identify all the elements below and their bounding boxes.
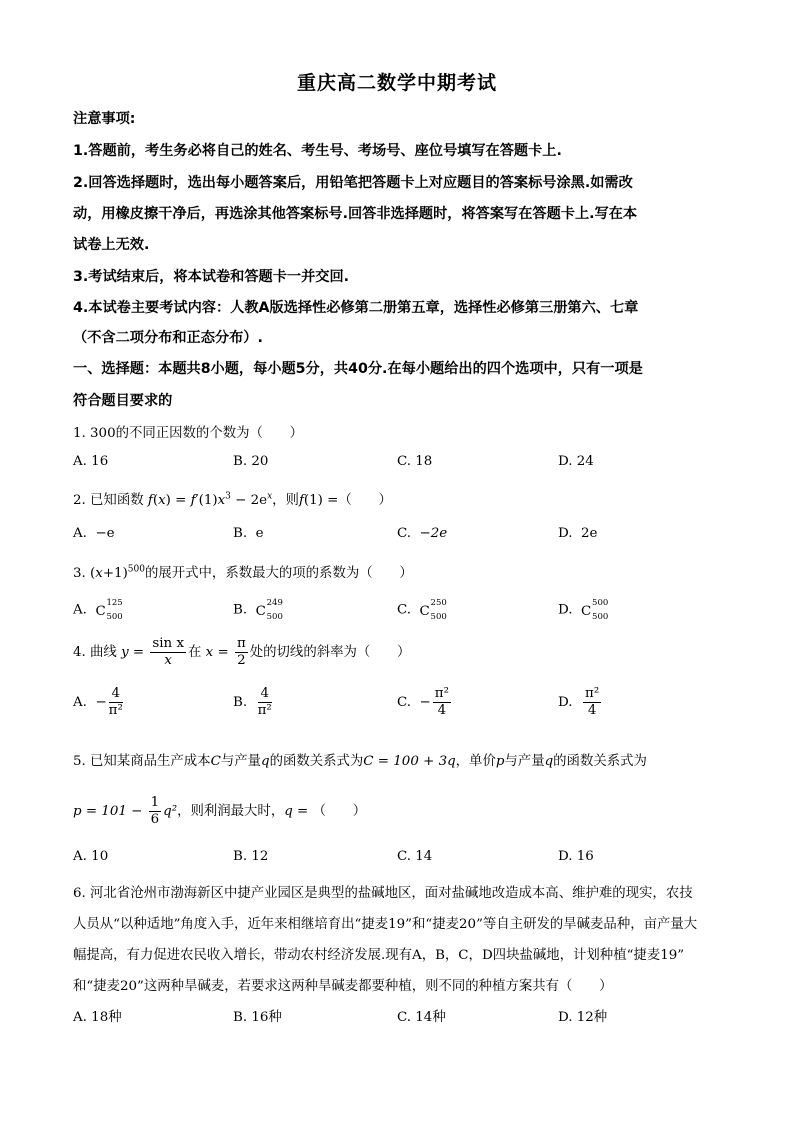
note-3: 3.考试结束后，将本试卷和答题卡一并交回.: [73, 269, 350, 285]
note-2b: 动，用橡皮擦干净后，再选涂其他答案标号.回答非选择题时，将答案写在答题卡上.写在本: [73, 206, 638, 222]
q1-option-d: D. 24: [558, 454, 594, 469]
q6-stem-line2: 人员从“以种适地”角度入手，近年来相继培育出“捷麦19”和“捷麦20”等自主研发的旱碱麦品种，亩产量大: [73, 917, 698, 932]
q2-option-c: C. −2e: [397, 526, 448, 541]
q1-option-c: C. 18: [397, 454, 433, 469]
q2-option-b: B. e: [233, 526, 264, 541]
q6-stem-line3: 幅提高，有力促进农民收入增长，带动农村经济发展.现有A，B，C，D四块盐碱地，计划种植“捷麦19”: [73, 948, 685, 963]
q6-option-b: B. 16种: [233, 1010, 282, 1025]
note-2a: 2.回答选择题时，选出每小题答案后，用铅笔把答题卡上对应题目的答案标号涂黑.如需改: [73, 175, 633, 191]
q6-option-d: D. 12种: [558, 1010, 608, 1025]
q3-option-a: A. C 125 500: [73, 598, 123, 622]
notes-heading: 注意事项:: [73, 111, 136, 127]
q4-option-b: B. $\frac{4}{\text{π²}}$: [233, 686, 272, 718]
q2-label: 2. 已知函数: [73, 493, 144, 508]
q4-option-d: D. $\frac{\text{π²}}{4}$: [558, 686, 600, 718]
note-2c: 试卷上无效.: [73, 237, 150, 253]
section-1-heading-a: 一、选择题：本题共8小题，每小题5分，共40分.在每小题给出的四个选项中，只有一项是: [73, 361, 643, 377]
section-1-heading-b: 符合题目要求的: [73, 393, 173, 409]
q5-option-b: B. 12: [233, 849, 269, 864]
q5-option-d: D. 16: [558, 849, 594, 864]
q6-stem-line4: 和“捷麦20”这两种旱碱麦，若要求这两种旱碱麦都要种植，则不同的种植方案共有（ ）: [73, 979, 613, 994]
q3-option-d: D. C 500 500: [558, 598, 609, 622]
q3-option-c: C. C 250 500: [397, 598, 447, 622]
q5-stem-line2: p = 101 − $\frac{1}{6}$ q²，则利润最大时，q = （ ）: [73, 795, 367, 827]
q1-option-b: B. 20: [233, 454, 269, 469]
q1-option-a: A. 16: [73, 454, 109, 469]
q3-stem: 3. $(x+1)^{500}$的展开式中，系数最大的项的系数为（ ）: [73, 564, 413, 581]
q4-point-fraction: $\frac{\pi}{2}$: [236, 636, 246, 668]
q2-stem: 2. 已知函数 $f(x) = f'(1)x^3 - 2e^x$，则f(1) =（ ）: [73, 491, 392, 508]
page-title: 重庆高二数学中期考试: [296, 72, 497, 94]
q2-option-d: D. 2e: [558, 526, 598, 541]
q1-stem: 1. 300的不同正因数的个数为（ ）: [73, 426, 304, 441]
q2-function-formula: f: [147, 493, 153, 508]
q4-option-c: C. − $\frac{\text{π²}}{4}$: [397, 686, 449, 718]
q6-option-a: A. 18种: [73, 1010, 122, 1025]
q2-cond: ，则: [272, 493, 299, 508]
q2-tail: （ ）: [338, 493, 392, 508]
note-4b: （不含二项分布和正态分布）.: [73, 330, 263, 346]
q5-stem-line1: 5. 已知某商品生产成本C与产量q的函数关系式为C = 100 + 3q，单价p与产量q的函数关系式为: [73, 754, 647, 769]
q6-stem-line1: 6. 河北省沧州市渤海新区中捷产业园区是典型的盐碱地区，面对盐碱地改造成本高、维护难的现实，农技: [73, 886, 693, 901]
note-4a: 4.本试卷主要考试内容：人教A版选择性必修第二册第五章，选择性必修第三册第六、七章: [73, 300, 639, 316]
note-1: 1.答题前，考生务必将自己的姓名、考生号、考场号、座位号填写在答题卡上.: [73, 143, 562, 159]
q5-option-a: A. 10: [73, 849, 109, 864]
q5-option-c: C. 14: [397, 849, 433, 864]
q2-option-a: A. −e: [73, 526, 115, 541]
q4-stem: 4. 曲线 y = $\frac{\text{sin x}}{x}$ 在 x = $\frac{\pi}{2}$ 处的切线的斜率为（ ）: [73, 636, 411, 668]
q3-option-b: B. C 249 500: [233, 598, 283, 622]
q4-option-a: A. − $\frac{4}{\text{π²}}$: [73, 686, 123, 718]
q6-option-c: C. 14种: [397, 1010, 446, 1025]
q4-fraction: $\frac{\text{sin x}}{x}$: [152, 636, 184, 668]
